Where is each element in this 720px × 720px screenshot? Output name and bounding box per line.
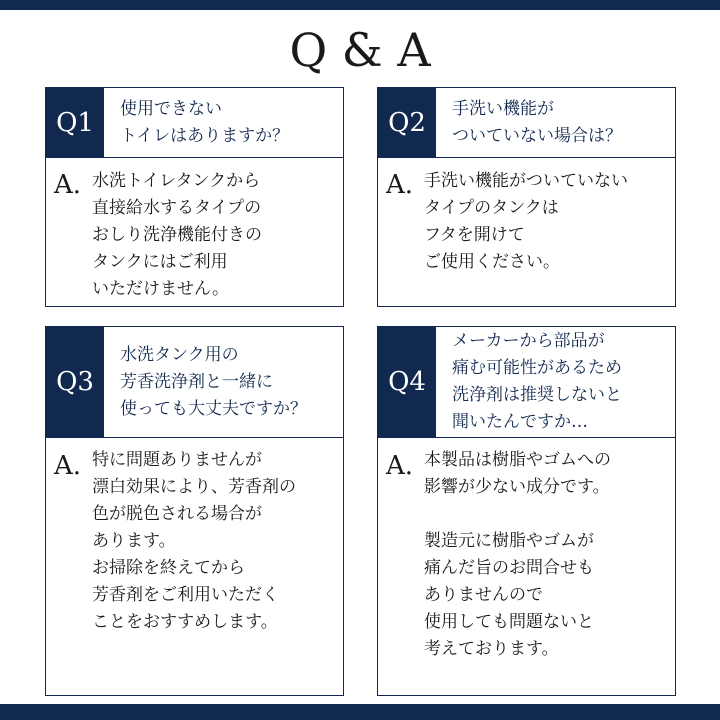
qa-card-4: [377, 326, 676, 696]
answer-text: 特に問題ありませんが 漂白効果により、芳香剤の 色が脱色される場合が あります。 お掃除を終えてから 芳香剤をご利用いただく ことをおすすめします。: [92, 450, 296, 632]
question-number: Q3: [46, 327, 104, 437]
answer-text: 水洗トイレタンクから 直接給水するタイプの おしり洗浄機能付きの タンクにはご利用 いただけません。: [92, 171, 262, 299]
answer-mark: A.: [386, 451, 414, 481]
question-row: [378, 327, 675, 438]
question-text: メーカーから部品が 痛む可能性があるため 洗浄剤は推奨しないと 聞いたんですか…: [452, 331, 622, 432]
question-row: [46, 327, 343, 438]
question-row: [46, 88, 343, 158]
question-text-wrap: [452, 327, 669, 437]
answer-text: 本製品は樹脂やゴムへの 影響が少ない成分です。 製造元に樹脂やゴムが 痛んだ旨のお問合せも ありませんので 使用しても問題ないと 考えております。: [424, 450, 611, 659]
answer-mark: A.: [54, 451, 82, 481]
qa-card-3: [45, 326, 344, 696]
bottom-bar: [0, 704, 720, 720]
qa-card-1: [45, 87, 344, 307]
question-number: Q2: [378, 88, 436, 157]
question-text-wrap: [452, 88, 669, 157]
answer-mark: A.: [386, 170, 414, 200]
question-text: 手洗い機能が ついていない場合は？: [452, 98, 622, 146]
question-text-wrap: [120, 88, 337, 157]
top-bar: [0, 0, 720, 10]
qa-card-2: [377, 87, 676, 307]
question-number: Q1: [46, 88, 104, 157]
question-row: [378, 88, 675, 158]
question-text-wrap: [120, 327, 337, 437]
question-number: Q4: [378, 327, 436, 437]
question-text: 水洗タンク用の 芳香洗浄剤と一緒に 使っても大丈夫ですか？: [120, 344, 307, 419]
answer-text: 手洗い機能がついていない タイプのタンクは フタを開けて ご使用ください。: [424, 171, 628, 272]
question-text: 使用できない トイレはありますか？: [120, 98, 290, 146]
answer-mark: A.: [54, 170, 82, 200]
page-title: Q & A: [289, 23, 431, 77]
